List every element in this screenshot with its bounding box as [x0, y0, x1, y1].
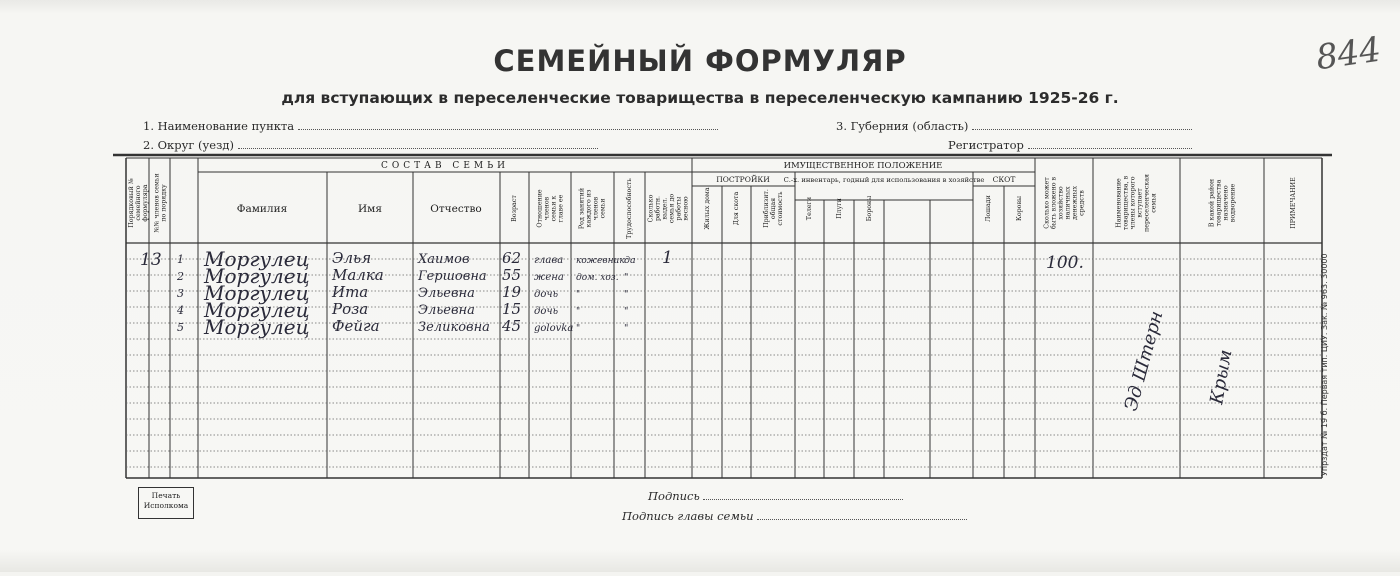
patronymic-value: Хаимов	[418, 252, 470, 267]
partnership-header: Наименованиетоварищества, вчлены котороговступаетпереселенческаясемья	[1115, 174, 1158, 232]
partnership-value: Эд Штерн	[1120, 308, 1168, 414]
occupation-header: Род занятийкаждого изчленовсемьи	[578, 187, 607, 230]
member-no-value: 4	[177, 304, 184, 317]
relation-value: golovka	[534, 323, 574, 334]
workers-value: 1	[662, 248, 673, 268]
region-header: В какой районтовариществаназначеноводворение	[1208, 178, 1237, 228]
relation-value: дочь	[534, 289, 559, 300]
name-value: Малка	[332, 266, 384, 284]
relation-value: дочь	[534, 306, 559, 317]
settlement-label: 1. Наименование пункта	[143, 119, 295, 133]
head-signature-label: Подпись главы семьи	[622, 509, 754, 523]
able-header: Трудоспособность	[626, 178, 633, 239]
stamp-box	[138, 487, 194, 519]
form-title: СЕМЕЙНЫЙ ФОРМУЛЯР	[493, 44, 907, 78]
horses-header: Лошади	[985, 195, 992, 222]
buildings-group-header: ПОСТРОЙКИ	[716, 175, 770, 184]
occupation-value: "	[576, 290, 581, 300]
member-no-value: 2	[177, 270, 184, 283]
form-no-header: Порядковый №семейногоформуляра	[128, 178, 149, 228]
name-value: Элья	[332, 249, 372, 267]
form-subtitle: для вступающих в переселенческие товарищества в переселенческую кампанию 1925-26 г.	[281, 89, 1119, 107]
patronymic-header: Отчество	[430, 203, 482, 215]
cows-header: Коровы	[1016, 195, 1023, 222]
approx-value-header: Приблизит.общаястоимость	[763, 189, 784, 228]
family-group-header: СОСТАВ СЕМЬИ	[380, 161, 510, 171]
member-no-value: 1	[177, 253, 184, 266]
note-header: ПРИМЕЧАНИЕ	[1290, 177, 1297, 229]
able-value: "	[624, 306, 629, 317]
age-value: 62	[502, 249, 522, 267]
name-header: Имя	[358, 203, 382, 215]
age-header: Возраст	[511, 195, 518, 222]
district-label: 2. Округ (уезд)	[143, 138, 234, 152]
money-header: Сколько можетбыть вложено вхозяйствоналичныхденежныхсредств	[1043, 176, 1086, 230]
money-value: 100.	[1046, 253, 1084, 273]
head-signature-field	[622, 509, 967, 523]
able-value: "	[624, 323, 629, 334]
printer-imprint: Упрздат № 19 б. Первая тип. ЦИУ. Зак. № 963. 30000	[1320, 253, 1329, 476]
patronymic-value: Эльевна	[418, 303, 475, 318]
patronymic-value: Зеликовна	[418, 320, 490, 335]
name-value: Роза	[332, 300, 369, 318]
relation-header: Отношениечленовсемьи кглаве ее	[536, 189, 565, 228]
property-group-header: ИМУЩЕСТВЕННОЕ ПОЛОЖЕНИЕ	[783, 161, 943, 171]
age-value: 19	[502, 283, 522, 301]
patronymic-value: Эльевна	[418, 286, 475, 301]
surname-value: Моргулец	[204, 315, 310, 339]
workers-header: Сколькоработн.выдел.семья доработывесною	[647, 193, 690, 224]
relation-value: жена	[534, 272, 564, 283]
patronymic-value: Гершовна	[418, 269, 487, 284]
surname-value: Моргулец	[204, 264, 310, 288]
age-value: 15	[502, 300, 522, 318]
livestock-group-header: СКОТ	[992, 175, 1016, 184]
surname-value: Моргулец	[204, 247, 310, 271]
occupation-value: "	[576, 324, 581, 334]
occupation-value: "	[576, 307, 581, 317]
form-no-value: 13	[140, 250, 162, 270]
signature-label: Подпись	[648, 489, 700, 503]
head-signature-blank[interactable]	[757, 509, 967, 520]
harrows-header: Бороны	[866, 195, 873, 222]
able-value: "	[624, 289, 629, 300]
able-value: да	[624, 255, 636, 266]
occupation-value: дом. хоз.	[576, 273, 619, 283]
house-header: Жилых дома	[704, 187, 711, 230]
occupation-value: кожевник	[576, 256, 625, 266]
cattle-shed-header: Для скота	[733, 191, 740, 226]
inventory-group-header: С.-х. инвентарь, годный для использования в хозяйстве	[783, 176, 985, 184]
province-label: 3. Губерния (область)	[836, 119, 969, 133]
name-value: Ита	[332, 283, 369, 301]
name-value: Фейга	[332, 317, 380, 335]
stamp-label: Печать Исполкома	[143, 491, 189, 510]
surname-value: Моргулец	[204, 281, 310, 305]
ploughs-header: Плуги	[836, 198, 843, 219]
member-no-header: №№ членов семьипо порядку	[153, 173, 168, 233]
relation-value: глава	[534, 255, 564, 266]
age-value: 55	[502, 266, 522, 284]
surname-value: Моргулец	[204, 298, 310, 322]
carts-header: Телеги	[806, 196, 813, 221]
archive-number: 844	[1313, 29, 1384, 79]
age-value: 45	[502, 317, 522, 335]
able-value: "	[624, 272, 629, 283]
member-no-value: 3	[177, 287, 184, 300]
region-value: Крым	[1206, 348, 1237, 406]
surname-header: Фамилия	[236, 203, 288, 215]
member-no-value: 5	[177, 321, 184, 334]
signature-blank[interactable]	[703, 489, 903, 500]
registrar-label: Регистратор	[948, 138, 1024, 152]
signature-field	[648, 489, 903, 503]
